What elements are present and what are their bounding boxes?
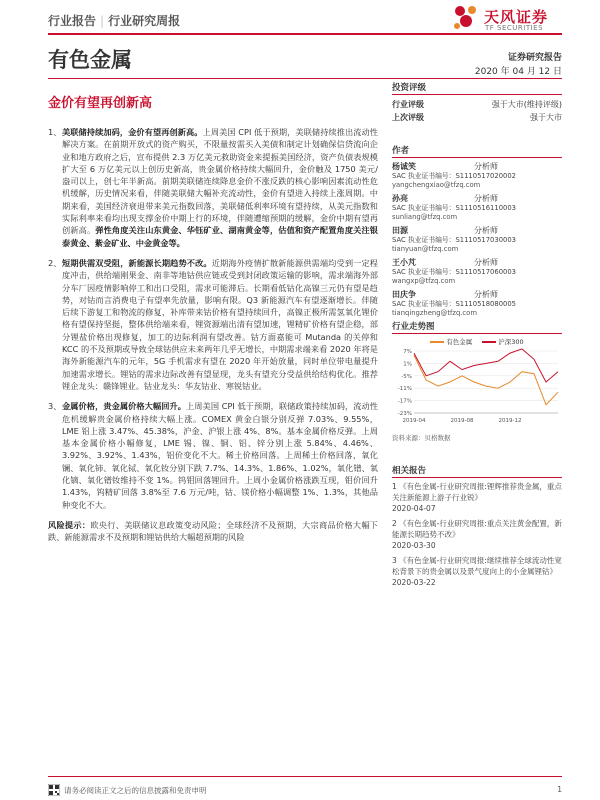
authors-heading: 作者 bbox=[392, 144, 562, 158]
y-tick-label: 7% bbox=[403, 349, 412, 355]
series-line-csi300 bbox=[414, 349, 558, 382]
analyst-card bbox=[392, 161, 562, 190]
industry-trend-chart bbox=[392, 320, 562, 442]
x-tick-label: 2019-08 bbox=[450, 418, 474, 424]
category-label: 行业报告 bbox=[48, 14, 97, 28]
analyst-role: 分析师 bbox=[474, 258, 498, 267]
analyst-card bbox=[392, 289, 562, 318]
y-tick-label: -5% bbox=[401, 373, 412, 380]
risk-text: 欧央行、美联储议息政策变动风险；全球经济不及预期，大宗商品价格大幅下跌、新能源需求不及预期和锂钴供给大幅超预期的风险 bbox=[48, 519, 378, 543]
analyst-name: 杨诚笑 bbox=[392, 162, 416, 171]
rating-value: 强于大市(维持评级) bbox=[491, 100, 562, 109]
report-type: 证券研究报告 bbox=[507, 53, 562, 63]
authors-section bbox=[392, 144, 562, 318]
body-paragraph bbox=[48, 400, 378, 511]
rating-heading: 投资评级 bbox=[392, 81, 562, 95]
legend-swatch bbox=[430, 341, 444, 343]
analyst-name: 田庆争 bbox=[392, 290, 416, 299]
y-tick-label: -11% bbox=[397, 386, 412, 393]
chart-heading: 行业走势图 bbox=[392, 320, 562, 334]
paragraph-lead: 短期供需双受阻，新能源长期趋势不改。 bbox=[62, 257, 212, 268]
footer-disclaimer: 请务必阅读正文之后的信息披露和免责申明 bbox=[64, 786, 207, 795]
analyst-license: SAC 执业证书编号：S1110517060003 bbox=[392, 268, 516, 276]
analyst-license: SAC 执业证书编号：S1110518080005 bbox=[392, 300, 516, 308]
legend-label: 有色金属 bbox=[446, 338, 473, 346]
paragraph-number: 3、 bbox=[48, 401, 62, 412]
paragraph-text: 上周美国 CPI 低于预期，联储政策持续加码，流动性危机缓解贵金属价格持续大幅上涨。COMEX 黄金白银分别反弹 7.03%、9.55%，LME 铝上涨 3.47%、45.38%，沪金、沪银上涨 4%、8%。基本金属价格反弹。上周基本金属价格小幅修复，LME 锡、镍、铜、铝、锌分别上涨 5.84%、4.46%、3.92%、3.92%、1.43%，铝价变化不大。稀土价格回落。上周稀土价格回落，氧化镧、氧化铈、氧化铽、氧化钕分别下跌 7.7%、14.3%、1.86%、1.02%，氧化镨、氧化镝、氧化镨钕维持不变 1%。钨钼回落锂回升。上周小金属价格涨跌互现，钼价回升 1.43%，钨精矿回落 3.8%至 7.6 万元/吨，钴、镁价格小幅调整 1%、1.3%，其他品种变化不大。 bbox=[62, 401, 378, 510]
analyst-role: 分析师 bbox=[474, 162, 498, 171]
related-report-item[interactable] bbox=[392, 518, 562, 551]
paragraph-number: 1、 bbox=[48, 127, 62, 137]
related-reports bbox=[392, 464, 562, 592]
analyst-card bbox=[392, 257, 562, 286]
sidebar bbox=[392, 78, 562, 321]
related-report-date: 2020-04-07 bbox=[392, 504, 436, 513]
analyst-email[interactable]: sunliang@tfzq.com bbox=[392, 213, 458, 221]
report-body bbox=[48, 126, 378, 544]
logo-cn-text: 天风证券 bbox=[484, 8, 549, 26]
company-logo bbox=[452, 4, 562, 34]
legend-item bbox=[482, 337, 523, 346]
rating-label: 上次评级 bbox=[392, 113, 424, 122]
report-title: 金价有望再创新高 bbox=[48, 96, 153, 111]
analyst-license: SAC 执业证书编号：S1110517020002 bbox=[392, 172, 516, 180]
analyst-role: 分析师 bbox=[474, 194, 498, 203]
industry-title: 有色金属 bbox=[48, 48, 132, 72]
analyst-name: 孙亮 bbox=[392, 194, 408, 203]
legend-label: 沪深300 bbox=[498, 338, 524, 346]
chart-legend bbox=[392, 337, 562, 346]
related-report-item[interactable] bbox=[392, 555, 562, 588]
rating-row bbox=[392, 111, 562, 124]
analyst-role: 分析师 bbox=[474, 290, 498, 299]
rating-label: 行业评级 bbox=[392, 100, 424, 109]
analyst-email[interactable]: wangxp@tfzq.com bbox=[392, 277, 456, 285]
related-report-title[interactable]: 3 《有色金属-行业研究周报:继续推荐全球流动性宽松背景下的贵金属以及景气度向上的小金属锂钴》 bbox=[392, 556, 562, 576]
paragraph-lead: 美联储持续加码，金价有望再创新高。 bbox=[62, 127, 203, 137]
paragraph-tail: 弹性角度关注山东黄金、华钰矿业、湖南黄金等，估值和资产配置角度关注银泰黄金、紫金矿业、中金黄金等。 bbox=[62, 225, 378, 248]
header-divider bbox=[48, 33, 562, 35]
related-report-date: 2020-03-30 bbox=[392, 541, 436, 550]
body-paragraph bbox=[48, 126, 378, 249]
rating-section bbox=[392, 81, 562, 124]
chart-plot bbox=[392, 347, 562, 427]
analyst-card bbox=[392, 193, 562, 222]
chart-source: 资料来源：贝格数据 bbox=[392, 434, 451, 442]
rating-value: 强于大市 bbox=[530, 113, 562, 122]
paragraph-number: 2、 bbox=[48, 257, 62, 268]
paragraph-text: 近期海外疫情扩散新能源供需端均受到一定程度冲击，供给端刚果金、南非等地钴供应链或受到封闭政策运输的影响，需求端海外部分车厂因疫情影响停工和出口受阻，需求可能滞后。长期看低钴化高镍三元仍有望是趋势，对钴而言消费电子有望率先放量，影响有限。Q3 新能源汽车有望逐渐增长。伴随后续下游复工和物流的修复，补库带来钴价格有望持续回升，高镍正极所需氢氧化锂价格有望保持坚挺，整体供给端来看，锂资源端出清有望加速，锂精矿价格有望企稳，部分锂盐价格出现修复，加工的边际利润有望改善。钴方面嘉能可 Mutanda 的关停和 KCC 的不及预期或导致全球钴供应未来两年几乎无增长，中期需求端来看 2020 年将是海外新能源汽车的元年，5G 手机需求有望在 2020 年开始放量，同时单位带电量提升加速需求增长。锂钴的需求边际改善有望显现，龙头有望充分受益供给结构优化。推荐锂企龙头：赣锋锂业。钴业龙头：华友钴业、寒锐钴业。 bbox=[62, 257, 378, 391]
separator: | bbox=[100, 14, 105, 28]
y-tick-label: -23% bbox=[397, 411, 412, 417]
analyst-email[interactable]: tianyuan@tfzq.com bbox=[392, 245, 459, 253]
logo-icon bbox=[452, 4, 480, 32]
qr-code-icon bbox=[48, 784, 60, 796]
report-date: 2020 年 04 月 12 日 bbox=[474, 67, 562, 77]
related-report-item[interactable] bbox=[392, 481, 562, 514]
analyst-email[interactable]: tianqingzheng@tfzq.com bbox=[392, 309, 477, 317]
related-heading: 相关报告 bbox=[392, 464, 562, 478]
logo-en-text: TF SECURITIES bbox=[485, 24, 544, 32]
body-paragraph bbox=[48, 257, 378, 392]
page-number: 1 bbox=[557, 785, 562, 794]
analyst-name: 田源 bbox=[392, 226, 408, 235]
paragraph-lead: 金属价格，贵金属价格大幅回升。 bbox=[62, 401, 187, 412]
related-report-title[interactable]: 1 《有色金属-行业研究周报:锂辉推荐贵金属，重点关注新能源上游子行业锐》 bbox=[392, 482, 562, 502]
series-line-nonferrous bbox=[414, 355, 558, 405]
analyst-email[interactable]: yangchengxiao@tfzq.com bbox=[392, 181, 481, 189]
risk-warning bbox=[48, 519, 378, 544]
footer-divider bbox=[48, 776, 562, 777]
risk-label: 风险提示： bbox=[48, 519, 91, 530]
y-tick-label: -17% bbox=[397, 398, 412, 405]
related-report-title[interactable]: 2 《有色金属-行业研究周报:重点关注黄金配置，新能源长期趋势不改》 bbox=[392, 519, 562, 539]
legend-swatch bbox=[482, 341, 496, 343]
related-report-date: 2020-03-22 bbox=[392, 578, 436, 587]
analyst-name: 王小芃 bbox=[392, 258, 416, 267]
rating-row bbox=[392, 98, 562, 111]
x-tick-label: 2019-12 bbox=[498, 418, 522, 424]
subcategory-label: 行业研究周报 bbox=[108, 14, 181, 28]
analyst-license: SAC 执业证书编号：S1110517030003 bbox=[392, 236, 516, 244]
analyst-role: 分析师 bbox=[474, 226, 498, 235]
legend-item bbox=[430, 337, 472, 346]
paragraph-text: 上周美国 CPI 低于预期，美联储持续推出流动性解决方案。在前期开放式的资产购买，不限量按需买入美债和制定计划确保信贷流向企业和地方政府之后，宣布提供 2.3 万亿美元救助资金来提振美国经济，资产负债表规模扩大至 6 万亿美元以上创历史新高，贵金属价格持续大幅回升，金价触及 1750 美元/盎司以上，创七年半新高。前期美联储连续降息金价不涨反跌的核心影响因素流动性危机缓解，历史情况来看，伴随美联储大幅补充流动性，金价有望进入持续上涨周期。中期来看，美国经济衰退带来美元指数回落，美联储低利率环境有望持续，从美元指数和实际利率来看均出现支撑金价中期上行的环境，伴随遭缩预期的缓解，金价中期有望再创新高。 bbox=[62, 127, 378, 236]
y-tick-label: 1% bbox=[403, 361, 412, 368]
analyst-license: SAC 执业证书编号：S1110516110003 bbox=[392, 204, 516, 212]
analyst-card bbox=[392, 225, 562, 254]
report-category bbox=[48, 12, 180, 29]
x-tick-label: 2019-04 bbox=[402, 418, 426, 424]
